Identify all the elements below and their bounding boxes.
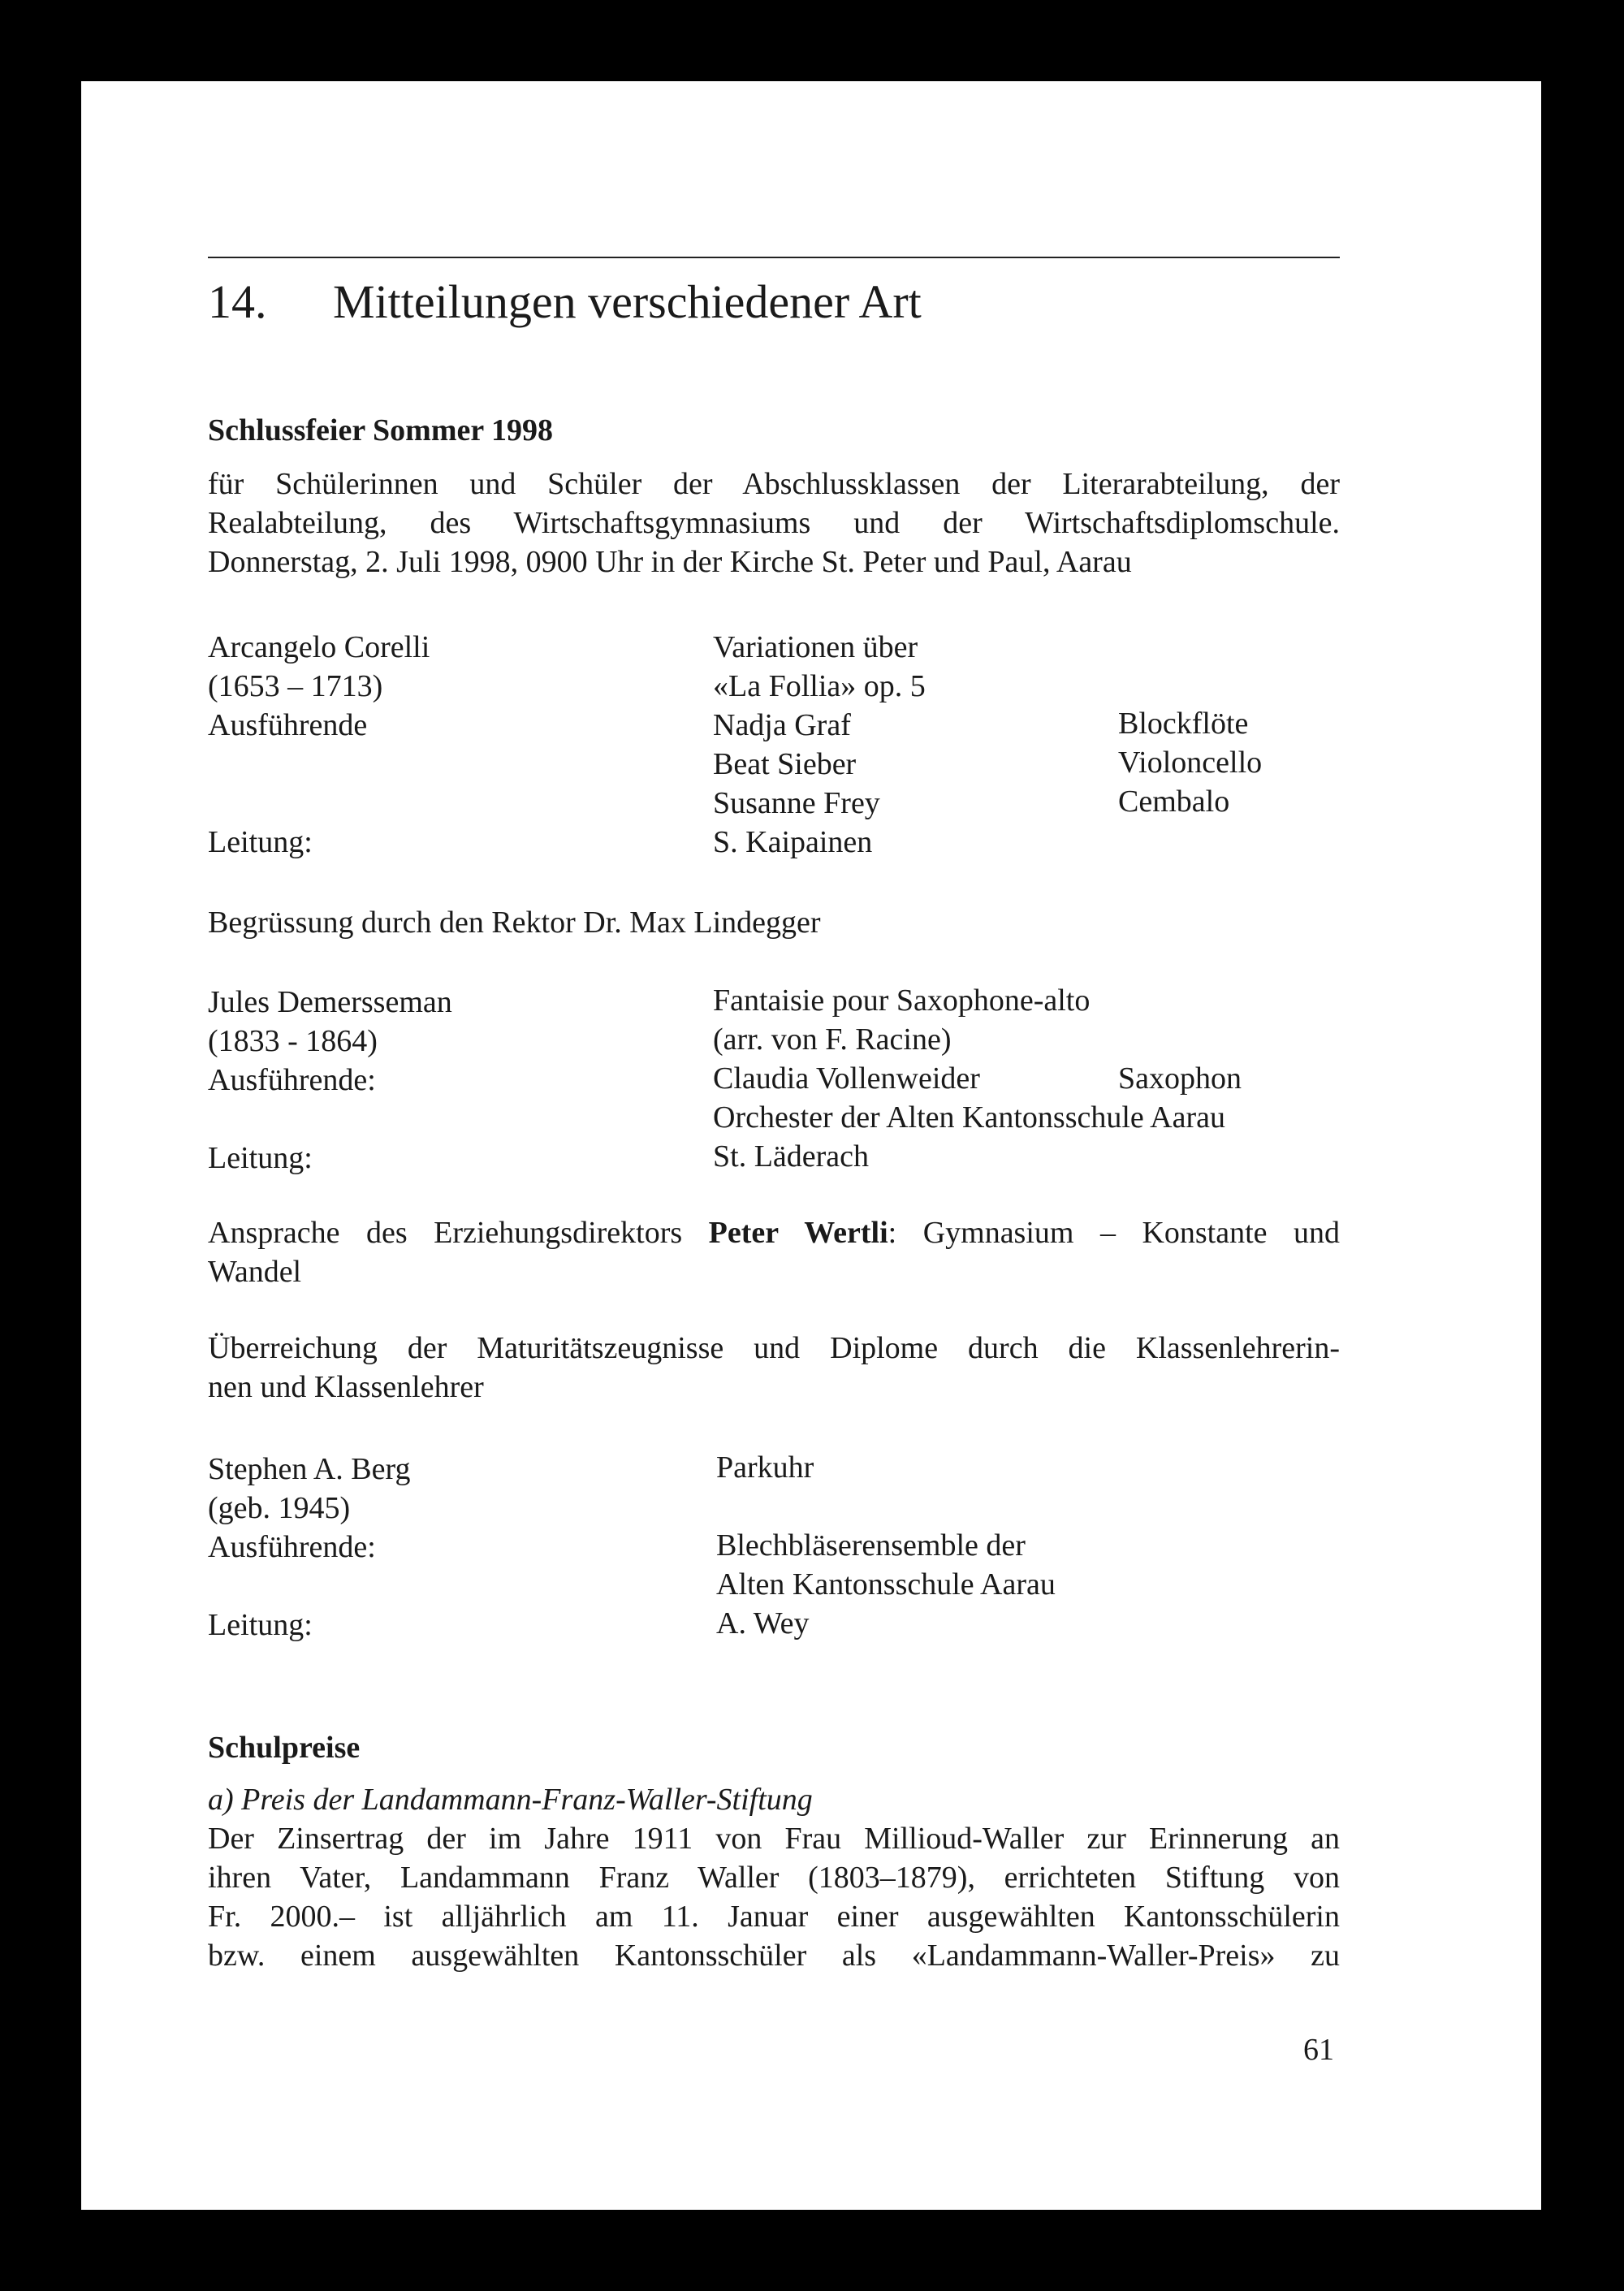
composer-name: Jules Demersseman bbox=[208, 985, 452, 1019]
composer-name: Arcangelo Corelli bbox=[208, 630, 430, 664]
leitung-name: St. Läderach bbox=[713, 1139, 870, 1174]
composer-years: (1833 - 1864) bbox=[208, 1024, 378, 1058]
performer-instrument: Saxophon bbox=[1118, 1061, 1242, 1096]
work-title: (arr. von F. Racine) bbox=[713, 1022, 952, 1057]
leitung-label: Leitung: bbox=[208, 1608, 313, 1642]
ansprache-line: Wandel bbox=[208, 1255, 302, 1289]
ensemble-name: Blechbläserensemble der bbox=[716, 1528, 1026, 1563]
performer-instrument: Cembalo bbox=[1118, 785, 1230, 819]
intro-line: Realabteilung, des Wirtschaftsgymnasiums und der Wirtschaftsdiplomschule. bbox=[208, 506, 1340, 540]
composer-name: Stephen A. Berg bbox=[208, 1452, 411, 1486]
performers-label: Ausführende: bbox=[208, 1063, 376, 1097]
schulpreise-paragraph bbox=[208, 1819, 1340, 1975]
performer-name: Beat Sieber bbox=[713, 747, 857, 781]
performers-label: Ausführende bbox=[208, 708, 368, 742]
ueberreichung-line: Überreichung der Maturitätszeugnisse und Diplome durch die Klassenlehrerin- bbox=[208, 1331, 1340, 1365]
schulpreise-line: Fr. 2000.– ist alljährlich am 11. Januar einer ausgewählten Kantonsschülerin bbox=[208, 1900, 1340, 1934]
leitung-label: Leitung: bbox=[208, 825, 313, 859]
document-page bbox=[81, 81, 1541, 2210]
page-number: 61 bbox=[1303, 2033, 1334, 2067]
ensemble-name: Alten Kantonsschule Aarau bbox=[716, 1567, 1056, 1602]
heading-rule bbox=[208, 257, 1340, 258]
leitung-name: A. Wey bbox=[716, 1606, 810, 1640]
chapter-number: 14. bbox=[208, 275, 267, 328]
ensemble-name: Orchester der Alten Kantonsschule Aarau bbox=[713, 1100, 1226, 1135]
ansprache-paragraph bbox=[208, 1213, 1340, 1291]
work-title: «La Follia» op. 5 bbox=[713, 669, 926, 703]
composer-years: (geb. 1945) bbox=[208, 1491, 351, 1525]
schulpreise-line: Der Zinsertrag der im Jahre 1911 von Frau Millioud-Waller zur Erinnerung an bbox=[208, 1822, 1340, 1856]
schulpreise-line: ihren Vater, Landammann Franz Waller (1803–1879), errichteten Stiftung von bbox=[208, 1861, 1340, 1895]
speaker-name: Peter Wertli bbox=[708, 1216, 888, 1250]
chapter-title: Mitteilungen verschiedener Art bbox=[333, 275, 922, 328]
performer-instrument: Violoncello bbox=[1118, 746, 1263, 780]
ueberreichung-line: nen und Klassenlehrer bbox=[208, 1370, 484, 1404]
composer-years: (1653 – 1713) bbox=[208, 669, 383, 703]
ansprache-prefix: Ansprache des Erziehungsdirektors bbox=[208, 1216, 709, 1250]
begruessung-line: Begrüssung durch den Rektor Dr. Max Lindegger bbox=[208, 906, 821, 940]
leitung-label: Leitung: bbox=[208, 1141, 313, 1175]
section-title-schulpreise: Schulpreise bbox=[208, 1731, 361, 1765]
intro-line: für Schülerinnen und Schüler der Abschlussklassen der Literarabteilung, der bbox=[208, 467, 1340, 501]
ansprache-suffix: : Gymnasium – Konstante und bbox=[888, 1216, 1341, 1250]
performer-name: Nadja Graf bbox=[713, 708, 851, 742]
performer-name: Susanne Frey bbox=[713, 786, 880, 820]
schulpreise-line: bzw. einem ausgewählten Kantonsschüler als «Landammann-Waller-Preis» zu bbox=[208, 1939, 1340, 1973]
schlussfeier-intro bbox=[208, 465, 1340, 581]
intro-line: Donnerstag, 2. Juli 1998, 0900 Uhr in der Kirche St. Peter und Paul, Aarau bbox=[208, 545, 1132, 579]
work-title: Variationen über bbox=[713, 630, 918, 664]
work-title: Fantaisie pour Saxophone-alto bbox=[713, 983, 1091, 1018]
leitung-name: S. Kaipainen bbox=[713, 825, 873, 859]
performer-name: Claudia Vollenweider bbox=[713, 1061, 980, 1096]
schulpreise-subtitle: a) Preis der Landammann-Franz-Waller-Stiftung bbox=[208, 1783, 813, 1817]
ueberreichung-paragraph bbox=[208, 1329, 1340, 1407]
performer-instrument: Blockflöte bbox=[1118, 707, 1249, 741]
work-title: Parkuhr bbox=[716, 1450, 814, 1485]
performers-label: Ausführende: bbox=[208, 1530, 376, 1564]
section-title-schlussfeier: Schlussfeier Sommer 1998 bbox=[208, 413, 554, 447]
ansprache-line bbox=[208, 1213, 1340, 1252]
